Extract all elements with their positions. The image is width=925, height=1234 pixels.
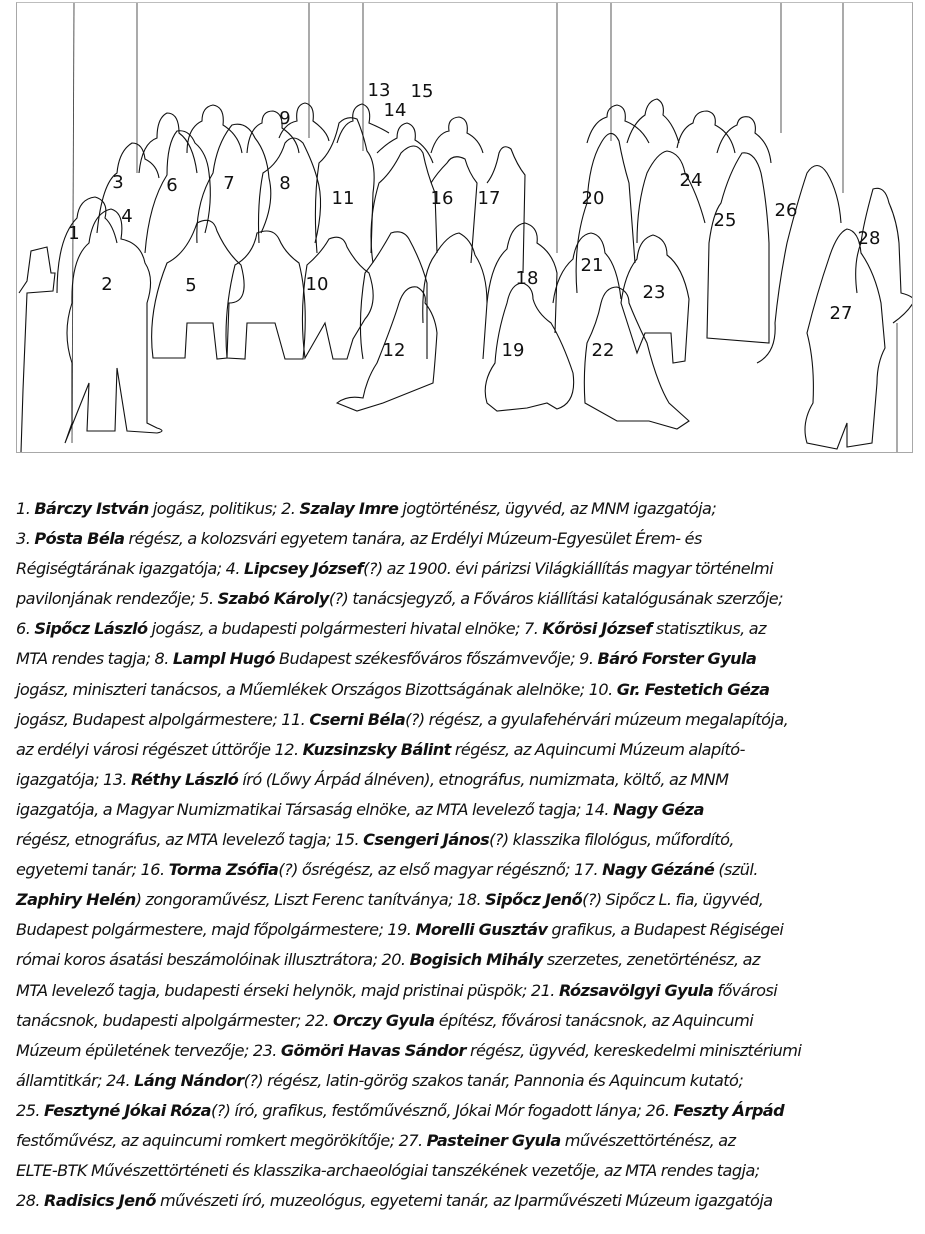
caption-text: régész, ügyvéd, kereskedelmi minisztériumi: [465, 1040, 802, 1060]
caption-text: (?) Sipőcz L. fia, ügyvéd,: [582, 890, 764, 910]
caption-line: [16, 524, 916, 554]
caption-text: (?) klasszika filológus, műfordító,: [489, 830, 735, 850]
caption-text: államtitkár; 24.: [16, 1070, 135, 1090]
caption-text: Múzeum épületének tervezője; 23.: [16, 1040, 281, 1060]
caption-line: [16, 1036, 916, 1066]
caption-line: [16, 1126, 916, 1156]
figure-label: 28: [857, 228, 881, 249]
figure-label: 5: [185, 275, 197, 296]
figure-label: 20: [581, 188, 605, 209]
caption-text: 28.: [16, 1191, 45, 1211]
caption-line: [16, 1096, 916, 1126]
person-name: Pósta Béla: [34, 529, 125, 549]
caption-line: [16, 705, 916, 735]
figure-label: 6: [166, 175, 178, 196]
person-name: Cserni Béla: [309, 709, 406, 729]
caption-line: [16, 614, 916, 644]
caption-line: [16, 976, 916, 1006]
caption-text: jogász, Budapest alpolgármestere; 11.: [16, 709, 310, 729]
person-name: Rózsavölgyi Gyula: [558, 980, 714, 1000]
caption-text: régész, az Aquincumi Múzeum alapító-: [450, 739, 745, 759]
caption-text: 3.: [16, 529, 35, 549]
caption-text: jogász, politikus; 2.: [148, 499, 300, 518]
caption-text: igazgatója, a Magyar Numizmatikai Társaság elnöke, az MTA levelező tagja; 14.: [16, 799, 614, 819]
figure-label: 24: [679, 170, 703, 191]
caption-text: (?) író, grafikus, festőművésznő, Jókai Mór fogadott lánya; 26.: [210, 1100, 674, 1120]
caption-text: művészeti író, muzeológus, egyetemi tanár, az Iparművészeti Múzeum igazgatója: [155, 1191, 773, 1211]
figure-label: 3: [112, 172, 124, 193]
figure-label: 2: [101, 274, 113, 295]
caption-text: (?) tanácsjegyző, a Főváros kiállítási katalógusának szerzője;: [328, 589, 783, 609]
figure-label: 12: [382, 340, 406, 361]
caption-line: [16, 885, 916, 915]
caption-text: Budapest polgármestere, majd főpolgármestere; 19.: [16, 920, 416, 940]
figure-label: 27: [829, 303, 853, 324]
person-name: Kőrösi József: [542, 619, 652, 639]
person-name: Fesztyné Jókai Róza: [44, 1100, 211, 1120]
person-name: Lampl Hugó: [172, 649, 275, 669]
figure-label: 8: [279, 173, 291, 194]
figure-label: 4: [121, 206, 133, 227]
caption-text: egyetemi tanár; 16.: [16, 860, 169, 880]
caption-line: [16, 1186, 916, 1216]
caption-line: [16, 584, 916, 614]
person-name: Torma Zsófia: [168, 860, 279, 880]
caption-text: író (Lőwy Árpád álnéven), etnográfus, numizmata, költő, az MNM: [238, 769, 729, 789]
person-name: Gr. Festetich Géza: [616, 679, 770, 699]
figure-label: 25: [713, 210, 737, 231]
figure-label: 23: [642, 282, 666, 303]
caption-line: [16, 795, 916, 825]
caption-text: MTA rendes tagja; 8.: [16, 649, 173, 669]
caption-text: 1.: [16, 499, 35, 518]
caption-line: [16, 945, 916, 975]
person-name: Szalay Imre: [299, 499, 399, 518]
caption-text: régész, etnográfus, az MTA levelező tagja; 15.: [16, 830, 364, 850]
caption-line: [16, 825, 916, 855]
caption-text: régész, a kolozsvári egyetem tanára, az Erdélyi Múzeum-Egyesület Érem- és: [124, 529, 702, 549]
caption-line: [16, 765, 916, 795]
person-name: Bárczy István: [34, 499, 149, 518]
person-name: Nagy Gézáné: [602, 860, 715, 880]
person-name: Lipcsey József: [244, 559, 364, 579]
silhouette-outline-drawing: [17, 3, 912, 452]
person-name: Réthy László: [131, 769, 239, 789]
figure-label: 18: [515, 268, 539, 289]
caption-text: ) zongoraművész, Liszt Ferenc tanítványa; 18.: [135, 890, 486, 910]
caption-text: fővárosi: [713, 980, 778, 1000]
figure-label: 10: [305, 274, 329, 295]
person-name: Báró Forster Gyula: [597, 649, 757, 669]
figure-label: 14: [383, 100, 407, 121]
person-name: Zaphiry Helén: [16, 890, 136, 910]
caption-line: [16, 494, 916, 524]
figure-label: 22: [591, 340, 615, 361]
caption-text: Budapest székesfőváros főszámvevője; 9.: [274, 649, 598, 669]
caption-text: igazgatója; 13.: [16, 769, 132, 789]
figure-label: 7: [223, 173, 235, 194]
caption-text: pavilonjának rendezője; 5.: [16, 589, 218, 609]
caption-line: [16, 644, 916, 674]
person-name: Radisics Jenő: [44, 1191, 156, 1211]
caption-text: 6.: [16, 619, 35, 639]
caption-line: [16, 915, 916, 945]
caption-text: építész, fővárosi tanácsnok, az Aquincumi: [434, 1010, 754, 1030]
figure-label: 15: [410, 81, 434, 102]
figure-label: 16: [430, 188, 454, 209]
person-name: Nagy Géza: [613, 799, 704, 819]
caption-text: szerzetes, zenetörténész, az: [542, 950, 760, 970]
caption-text: festőművész, az aquincumi romkert megörökítője; 27.: [16, 1130, 427, 1150]
caption-text: (?) régész, latin-görög szakos tanár, Pannonia és Aquincum kutató;: [243, 1070, 744, 1090]
person-name: Feszty Árpád: [673, 1100, 785, 1120]
caption-line: [16, 855, 916, 885]
person-name: Kuzsinzsky Bálint: [302, 739, 451, 759]
person-name: Láng Nándor: [134, 1070, 244, 1090]
figure-caption: [16, 494, 916, 1216]
figure-label: 9: [279, 108, 291, 129]
caption-text: 25.: [16, 1100, 45, 1120]
person-name: Bogisich Mihály: [409, 950, 543, 970]
person-name: Gömöri Havas Sándor: [280, 1040, 466, 1060]
figure-label: 11: [331, 188, 355, 209]
figure-label: 21: [580, 255, 604, 276]
caption-text: statisztikus, az: [651, 619, 766, 639]
caption-line: [16, 554, 916, 584]
person-name: Sipőcz László: [34, 619, 148, 639]
figure-label: 13: [367, 80, 391, 101]
caption-line: [16, 1066, 916, 1096]
person-name: Pasteiner Gyula: [426, 1130, 561, 1150]
caption-text: Régiségtárának igazgatója; 4.: [16, 559, 244, 579]
person-name: Orczy Gyula: [333, 1010, 435, 1030]
caption-text: művészettörténész, az: [560, 1130, 736, 1150]
caption-text: (?) az 1900. évi párizsi Világkiállítás magyar történelmi: [363, 559, 774, 579]
figure-label: 1: [68, 223, 80, 244]
caption-text: tanácsnok, budapesti alpolgármester; 22.: [16, 1010, 334, 1030]
person-name: Morelli Gusztáv: [415, 920, 548, 940]
figure-label: 26: [774, 200, 798, 221]
back-row-figures: [139, 99, 771, 173]
caption-text: (szül.: [714, 860, 758, 880]
caption-text: (?) ősrégész, az első magyar régésznő; 17.: [278, 860, 603, 880]
figure-label: 19: [501, 340, 525, 361]
caption-text: jogász, miniszteri tanácsos, a Műemlékek Országos Bizottságának alelnöke; 10.: [16, 679, 617, 699]
group-photo-key-diagram: [16, 2, 913, 453]
caption-text: ELTE-BTK Művészettörténeti és klasszika-archaeológiai tanszékének vezetője, az MTA rendes tagja;: [16, 1161, 760, 1181]
caption-text: jogtörténész, ügyvéd, az MNM igazgatója;: [398, 499, 717, 518]
caption-text: az erdélyi városi régészet úttörője 12.: [16, 739, 303, 759]
person-name: Szabó Károly: [217, 589, 329, 609]
caption-line: [16, 1156, 916, 1186]
caption-text: (?) régész, a gyulafehérvári múzeum megalapítója,: [405, 709, 789, 729]
caption-text: MTA levelező tagja, budapesti érseki helynök, majd pristinai püspök; 21.: [16, 980, 559, 1000]
person-name: Csengeri János: [363, 830, 490, 850]
caption-text: grafikus, a Budapest Régiségei: [547, 920, 784, 940]
caption-line: [16, 675, 916, 705]
caption-line: [16, 1006, 916, 1036]
caption-line: [16, 735, 916, 765]
figure-label: 17: [477, 188, 501, 209]
caption-text: jogász, a budapesti polgármesteri hivatal elnöke; 7.: [147, 619, 543, 639]
caption-text: római koros ásatási beszámolóinak illusztrátora; 20.: [16, 950, 410, 970]
person-name: Sipőcz Jenő: [485, 890, 583, 910]
